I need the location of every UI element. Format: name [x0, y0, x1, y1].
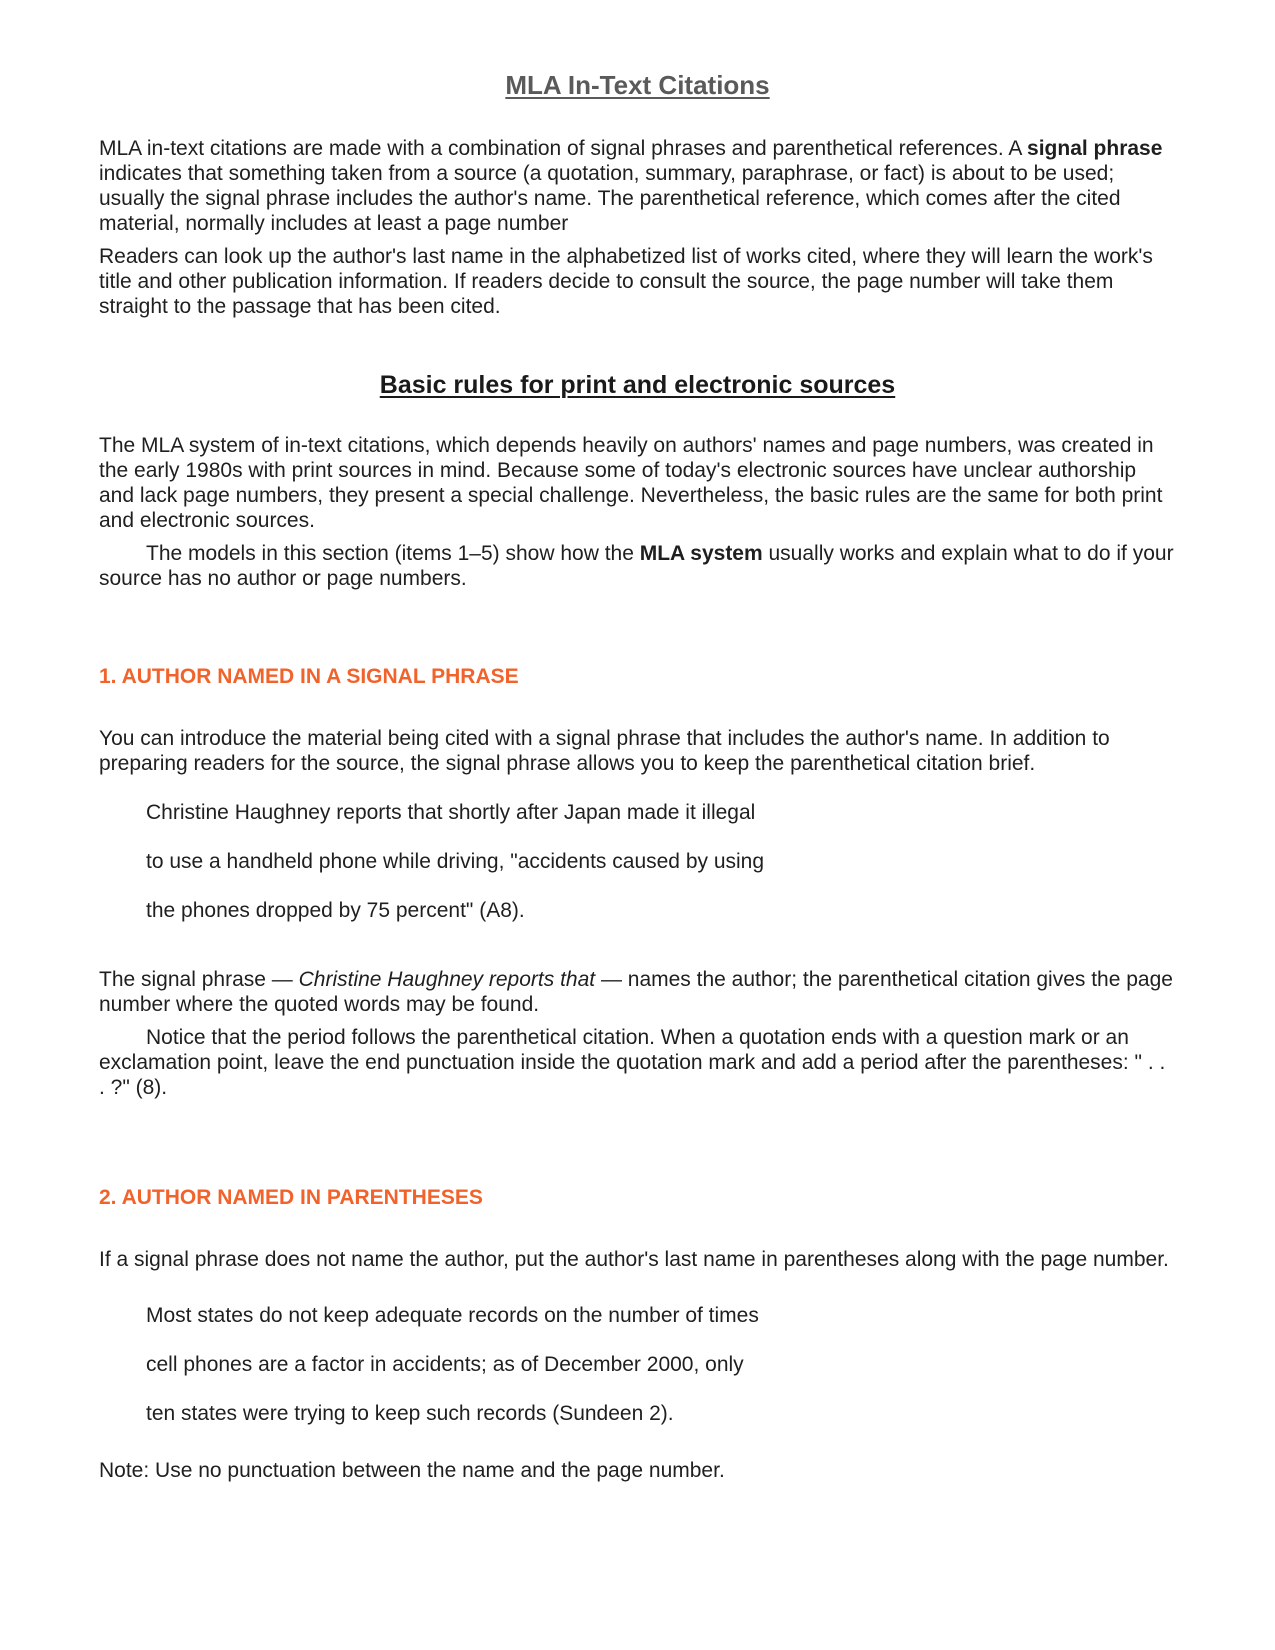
- example-line: Most states do not keep adequate records on the number of times: [146, 1304, 759, 1327]
- intro-paragraph-1: [99, 136, 1176, 236]
- section-2-paragraph-1: If a signal phrase does not name the author, put the author's last name in parentheses along with the page number.: [99, 1248, 1169, 1271]
- text-run: The signal phrase —: [99, 968, 299, 991]
- note-paragraph: Note: Use no punctuation between the name and the page number.: [99, 1459, 725, 1482]
- bold-run-mla-system: MLA system: [639, 542, 763, 565]
- bold-run-signal-phrase: signal phrase: [1027, 137, 1163, 160]
- section-1-paragraph-3: Notice that the period follows the parenthetical citation. When a quotation ends with a question mark or an exclamation point, leave the end punctuation inside the quotation mark and add a period after the parentheses: " . . . ?" (8).: [99, 1026, 1166, 1099]
- basic-rules-paragraph-1: The MLA system of in-text citations, which depends heavily on authors' names and page numbers, was created in the early 1980s with print sources in mind. Because some of today's electronic sources have unclear authorship and lack page numbers, they present a special challenge. Nevertheless, the basic rules are the same for both print and electronic sources.: [99, 434, 1163, 532]
- basic-rules-heading: Basic rules for print and electronic sources: [379, 371, 896, 399]
- intro-paragraph-2: Readers can look up the author's last name in the alphabetized list of works cited, where they will learn the work's title and other publication information. If readers decide to consult the source, the page number will take them straight to the passage that has been cited.: [99, 245, 1153, 318]
- example-line: the phones dropped by 75 percent" (A8).: [146, 899, 525, 922]
- example-line: ten states were trying to keep such records (Sundeen 2).: [146, 1402, 674, 1425]
- section-1-paragraph-2: [99, 967, 1176, 1017]
- section-1-paragraph-1: You can introduce the material being cited with a signal phrase that includes the author's name. In addition to preparing readers for the source, the signal phrase allows you to keep the parenthetical citation brief.: [99, 727, 1110, 775]
- text-run: The models in this section (items 1–5) show how the: [146, 542, 640, 565]
- example-line: to use a handheld phone while driving, "accidents caused by using: [146, 850, 765, 873]
- example-line: Christine Haughney reports that shortly after Japan made it illegal: [146, 801, 756, 824]
- section-1-heading: 1. AUTHOR NAMED IN A SIGNAL PHRASE: [99, 665, 519, 688]
- document-title: MLA In-Text Citations: [505, 70, 770, 100]
- section-2-heading: 2. AUTHOR NAMED IN PARENTHESES: [99, 1186, 483, 1209]
- basic-rules-paragraph-2: [99, 541, 1176, 591]
- text-run: indicates that something taken from a source (a quotation, summary, paraphrase, or fact) is about to be used; usually the signal phrase includes the author's name. The parenthetical reference, which comes after the cited material, normally includes at least a page number: [99, 162, 1121, 235]
- text-run: usually works and explain what to do if your source has no author or page numbers.: [99, 542, 1174, 590]
- example-line: cell phones are a factor in accidents; as of December 2000, only: [146, 1353, 744, 1376]
- text-run: MLA in-text citations are made with a combination of signal phrases and parenthetical references. A: [99, 137, 1028, 160]
- text-run: — names the author; the parenthetical citation gives the page number where the quoted words may be found.: [99, 968, 1173, 1016]
- italic-run-signal-phrase-example: Christine Haughney reports that: [298, 968, 596, 991]
